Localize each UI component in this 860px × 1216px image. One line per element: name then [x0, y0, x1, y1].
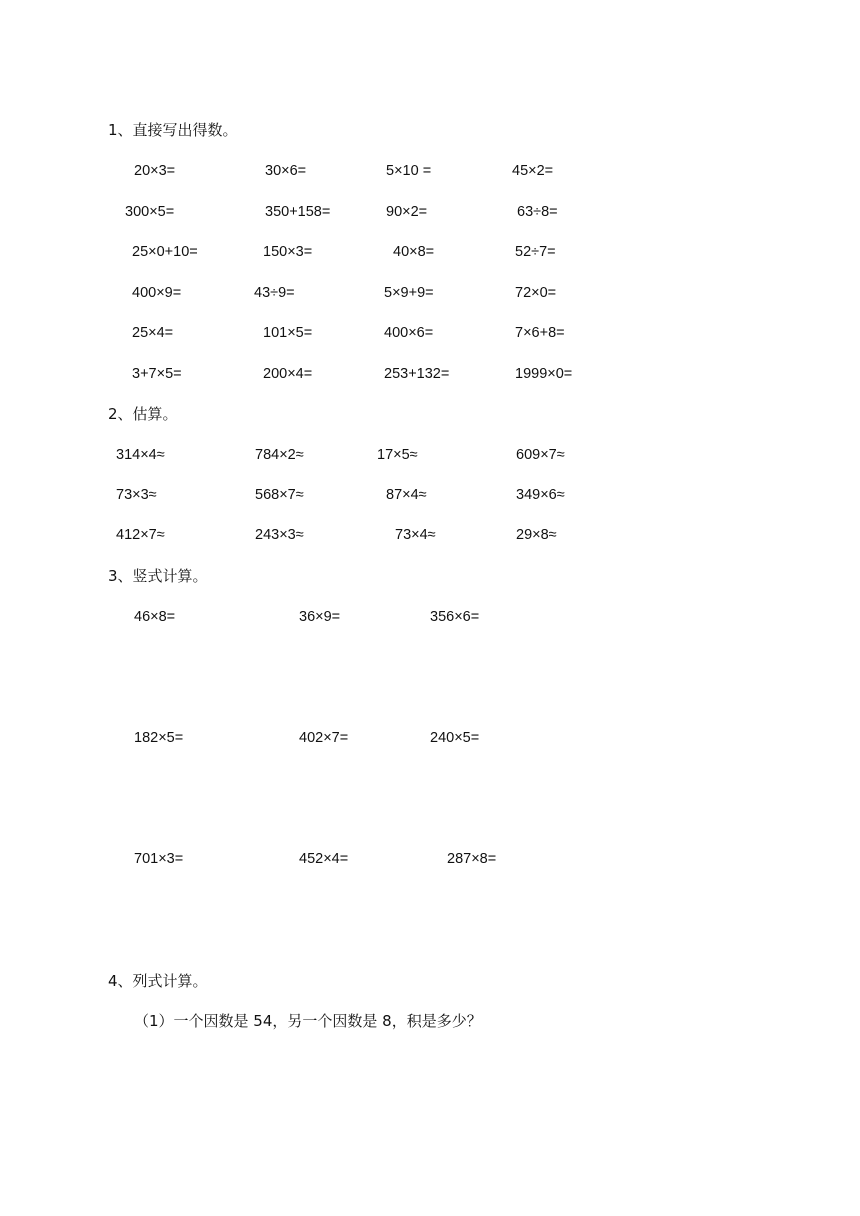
section-4-title: 4、列式计算。 — [108, 972, 208, 990]
problem: 200×4= — [263, 366, 313, 382]
problem: 25×4= — [132, 325, 174, 341]
problem: 101×5= — [263, 325, 313, 341]
problem: 5×10 = — [386, 163, 432, 179]
problem: 20×3= — [134, 163, 176, 179]
estimate-problem: 349×6≈ — [516, 487, 565, 503]
vertical-problem: 701×3= — [134, 851, 184, 867]
problem: 5×9+9= — [384, 285, 434, 301]
problem: 300×5= — [125, 204, 175, 220]
problem: 45×2= — [512, 163, 554, 179]
vertical-problem: 402×7= — [299, 730, 349, 746]
vertical-problem: 240×5= — [430, 730, 480, 746]
problem: 7×6+8= — [515, 325, 565, 341]
estimate-problem: 314×4≈ — [116, 447, 165, 463]
estimate-problem: 784×2≈ — [255, 447, 304, 463]
problem: 400×6= — [384, 325, 434, 341]
estimate-problem: 17×5≈ — [377, 447, 418, 463]
problem: 43÷9= — [254, 285, 295, 301]
vertical-problem: 36×9= — [299, 609, 341, 625]
section-2-title: 2、估算。 — [108, 405, 178, 423]
vertical-problem: 452×4= — [299, 851, 349, 867]
estimate-problem: 609×7≈ — [516, 447, 565, 463]
problem: 350+158= — [265, 204, 331, 220]
problem: 3+7×5= — [132, 366, 182, 382]
vertical-problem: 287×8= — [447, 851, 497, 867]
problem: 30×6= — [265, 163, 307, 179]
estimate-problem: 73×3≈ — [116, 487, 157, 503]
section-1-title: 1、直接写出得数。 — [108, 121, 238, 139]
estimate-problem: 412×7≈ — [116, 527, 165, 543]
estimate-problem: 243×3≈ — [255, 527, 304, 543]
estimate-problem: 29×8≈ — [516, 527, 557, 543]
problem: 63÷8= — [517, 204, 558, 220]
problem: 400×9= — [132, 285, 182, 301]
word-problem-1: （1）一个因数是 54，另一个因数是 8，积是多少？ — [134, 1012, 482, 1030]
problem: 52÷7= — [515, 244, 556, 260]
problem: 90×2= — [386, 204, 428, 220]
problem: 253+132= — [384, 366, 450, 382]
estimate-problem: 73×4≈ — [395, 527, 436, 543]
problem: 72×0= — [515, 285, 557, 301]
vertical-problem: 182×5= — [134, 730, 184, 746]
vertical-problem: 356×6= — [430, 609, 480, 625]
vertical-problem: 46×8= — [134, 609, 176, 625]
section-3-title: 3、竖式计算。 — [108, 567, 208, 585]
problem: 1999×0= — [515, 366, 573, 382]
estimate-problem: 87×4≈ — [386, 487, 427, 503]
problem: 25×0+10= — [132, 244, 198, 260]
problem: 40×8= — [393, 244, 435, 260]
estimate-problem: 568×7≈ — [255, 487, 304, 503]
problem: 150×3= — [263, 244, 313, 260]
